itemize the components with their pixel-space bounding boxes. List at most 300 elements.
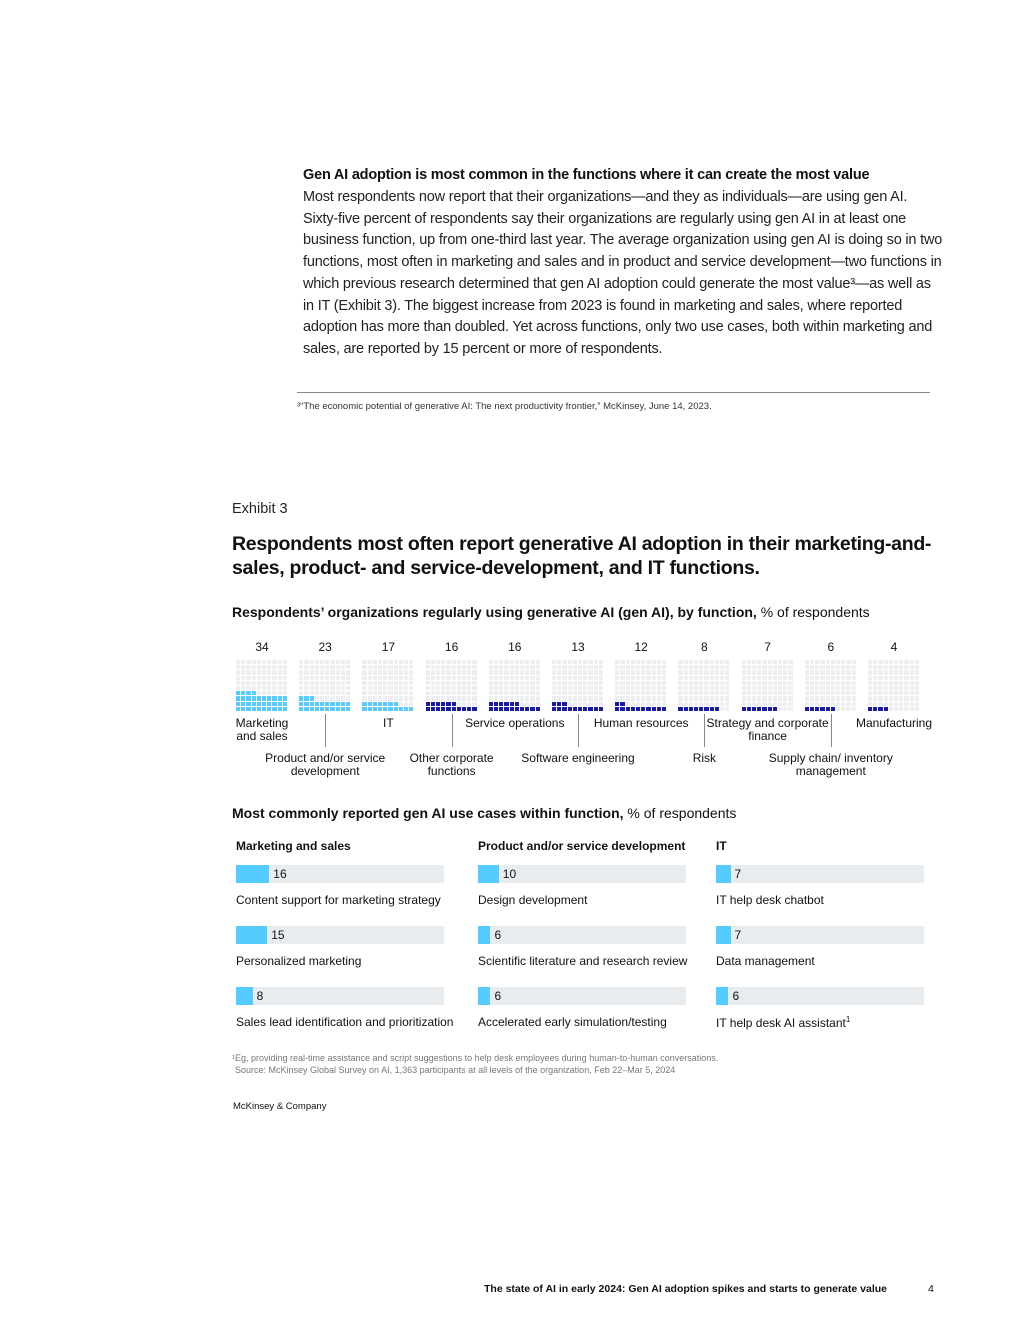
waffle-cell: [325, 702, 329, 706]
waffle-cell: [241, 681, 245, 685]
waffle-cell: [742, 702, 746, 706]
waffle-cell: [441, 707, 445, 711]
bar-value: 6: [494, 989, 502, 1003]
waffle-cell: [873, 676, 877, 680]
waffle-cell: [826, 707, 830, 711]
waffle-cell: [489, 670, 493, 674]
waffle-cell: [515, 702, 519, 706]
waffle-cell: [383, 707, 387, 711]
waffle-cell: [815, 686, 819, 690]
waffle-cell: [768, 681, 772, 685]
waffle-cell: [383, 702, 387, 706]
waffle-cell: [362, 665, 366, 669]
waffle-cell: [783, 670, 787, 674]
waffle-cell: [330, 665, 334, 669]
waffle-cell: [373, 670, 377, 674]
waffle-cell: [568, 660, 572, 664]
waffle-cell: [788, 665, 792, 669]
waffle-cell: [704, 686, 708, 690]
waffle-cell: [588, 660, 592, 664]
waffle-cell: [641, 670, 645, 674]
waffle-cell: [388, 702, 392, 706]
waffle-cell: [599, 686, 603, 690]
waffle-cell: [320, 691, 324, 695]
waffle-cell: [431, 691, 435, 695]
waffle-cell: [257, 681, 261, 685]
waffle-cell: [267, 665, 271, 669]
waffle-cell: [510, 665, 514, 669]
waffle-cell: [846, 686, 850, 690]
waffle-cell: [878, 707, 882, 711]
waffle-cell: [646, 702, 650, 706]
waffle-cell: [620, 686, 624, 690]
waffle-cell: [715, 660, 719, 664]
waffle-cell: [788, 707, 792, 711]
waffle-cell: [894, 691, 898, 695]
waffle-cell: [373, 660, 377, 664]
waffle-cell: [773, 686, 777, 690]
waffle-cell: [409, 676, 413, 680]
waffle-cell: [715, 686, 719, 690]
waffle-cell: [747, 660, 751, 664]
waffle-cell: [399, 676, 403, 680]
waffle-cell: [515, 707, 519, 711]
waffle-cell: [278, 660, 282, 664]
waffle-value: 23: [318, 640, 332, 654]
waffle-cell: [436, 686, 440, 690]
waffle-cell: [573, 660, 577, 664]
waffle-cell: [336, 681, 340, 685]
waffle-cell: [446, 696, 450, 700]
waffle-cell: [868, 670, 872, 674]
waffle-cell: [889, 702, 893, 706]
waffle-cell: [330, 670, 334, 674]
waffle-cell: [868, 665, 872, 669]
waffle-cell: [346, 660, 350, 664]
waffle-cell: [536, 702, 540, 706]
footnote-ref: 1: [845, 1015, 851, 1024]
waffle-cell: [694, 676, 698, 680]
waffle-cell: [620, 676, 624, 680]
waffle-cell: [657, 670, 661, 674]
waffle-cell: [894, 702, 898, 706]
waffle-cell: [315, 707, 319, 711]
waffle-cell: [873, 665, 877, 669]
waffle-cell: [641, 702, 645, 706]
waffle-cell: [310, 676, 314, 680]
waffle-cell: [868, 707, 872, 711]
bars-subtitle-unit: % of respondents: [623, 805, 737, 821]
waffle-cell: [562, 691, 566, 695]
waffle-cell: [257, 707, 261, 711]
waffle-cell: [626, 691, 630, 695]
waffle-cell: [752, 686, 756, 690]
waffle-cell: [467, 681, 471, 685]
waffle-cell: [884, 681, 888, 685]
bar-label: Scientific literature and research review: [478, 954, 688, 968]
waffle-cell: [773, 665, 777, 669]
waffle-cell: [525, 702, 529, 706]
waffle-cell: [388, 707, 392, 711]
waffle-cell: [272, 686, 276, 690]
waffle-cell: [530, 707, 534, 711]
waffle-cell: [462, 665, 466, 669]
waffle-cell: [631, 696, 635, 700]
waffle-cell: [742, 681, 746, 685]
waffle-cell: [404, 707, 408, 711]
waffle-cell: [752, 691, 756, 695]
waffle-cell: [778, 665, 782, 669]
waffle-cell: [436, 681, 440, 685]
waffle-cell: [836, 686, 840, 690]
waffle-cell: [815, 702, 819, 706]
waffle-cell: [588, 676, 592, 680]
waffle-cell: [578, 691, 582, 695]
waffle-cell: [631, 691, 635, 695]
waffle-cell: [457, 681, 461, 685]
waffle-cell: [557, 686, 561, 690]
waffle-cell: [431, 702, 435, 706]
waffle-cell: [699, 665, 703, 669]
waffle-cell: [552, 660, 556, 664]
waffle-cell: [267, 707, 271, 711]
waffle-cell: [884, 702, 888, 706]
waffle-cell: [620, 660, 624, 664]
waffle-cell: [694, 665, 698, 669]
waffle-cell: [472, 696, 476, 700]
waffle-cell: [826, 676, 830, 680]
waffle-cell: [578, 670, 582, 674]
waffle-cell: [426, 707, 430, 711]
waffle-cell: [515, 696, 519, 700]
waffle-cell: [599, 691, 603, 695]
waffle-cell: [409, 707, 413, 711]
waffle-cell: [325, 660, 329, 664]
waffle-cell: [588, 707, 592, 711]
waffle-cell: [578, 665, 582, 669]
waffle-cell: [262, 676, 266, 680]
waffle-cell: [831, 691, 835, 695]
waffle-cell: [841, 676, 845, 680]
waffle-cell: [346, 686, 350, 690]
waffle-cell: [878, 676, 882, 680]
waffle-cell: [394, 691, 398, 695]
waffle-cell: [752, 665, 756, 669]
waffle-cell: [330, 696, 334, 700]
waffle-cell: [720, 696, 724, 700]
waffle-cell: [426, 676, 430, 680]
waffle-cell: [520, 691, 524, 695]
waffle-cell: [710, 660, 714, 664]
waffle-cell: [910, 696, 914, 700]
waffle-label: Manufacturing: [855, 716, 933, 730]
waffle-cell: [678, 707, 682, 711]
waffle-cell: [525, 696, 529, 700]
waffle-cell: [904, 665, 908, 669]
bar-label: Design development: [478, 893, 588, 907]
waffle-cell: [336, 686, 340, 690]
waffle-cell: [646, 686, 650, 690]
waffle-cell: [462, 681, 466, 685]
waffle-cell: [788, 670, 792, 674]
waffle-cell: [715, 702, 719, 706]
waffle-cell: [252, 707, 256, 711]
waffle-cell: [583, 665, 587, 669]
waffle-cell: [899, 691, 903, 695]
waffle-cell: [904, 670, 908, 674]
waffle-cell: [831, 686, 835, 690]
waffle-cell: [320, 696, 324, 700]
waffle-cell: [788, 686, 792, 690]
waffle-cell: [725, 686, 729, 690]
waffle-cell: [399, 696, 403, 700]
bar-track: [478, 926, 686, 944]
waffle-cell: [557, 670, 561, 674]
waffle-cell: [631, 660, 635, 664]
body-paragraph: Most respondents now report that their organizations—and they as individuals—are using gen AI. Sixty-five percent of respondents say their organizations are regularly using gen AI in at least one business function, up from one-third last year. The average organization using gen AI is doing so in two functions, most often in marketing and sales and in product and service development—two functions in which previous research determined that gen AI adoption could generate the most value³—as well as in IT (Exhibit 3). The biggest increase from 2023 is found in marketing and sales, where reported adoption has more than doubled. Yet across functions, only two use cases, both within marketing and sales, are reported by 15 percent or more of respondents.: [303, 189, 943, 357]
waffle-cell: [467, 691, 471, 695]
waffle-cell: [388, 691, 392, 695]
waffle-cell: [762, 670, 766, 674]
waffle-cell: [704, 681, 708, 685]
waffle-cell: [336, 707, 340, 711]
waffle-cell: [557, 707, 561, 711]
waffle-cell: [725, 681, 729, 685]
waffle-cell: [641, 686, 645, 690]
waffle-cell: [362, 696, 366, 700]
waffle-cell: [472, 660, 476, 664]
waffle-cell: [588, 702, 592, 706]
waffle-cell: [436, 660, 440, 664]
waffle-cell: [662, 707, 666, 711]
waffle-cell: [341, 670, 345, 674]
waffle-cell: [525, 665, 529, 669]
page-number: 4: [928, 1283, 934, 1295]
waffle-cell: [562, 696, 566, 700]
waffle-cell: [646, 676, 650, 680]
waffle-cell: [583, 686, 587, 690]
waffle-cell: [742, 696, 746, 700]
waffle-cell: [510, 707, 514, 711]
waffle-cell: [636, 707, 640, 711]
waffle-cell: [841, 670, 845, 674]
waffle-cell: [846, 670, 850, 674]
waffle-cell: [684, 702, 688, 706]
waffle-cell: [304, 691, 308, 695]
waffle-cell: [446, 665, 450, 669]
waffle-cell: [409, 702, 413, 706]
waffle-cell: [388, 676, 392, 680]
waffle-cell: [805, 665, 809, 669]
waffle-cell: [320, 681, 324, 685]
waffle-cell: [562, 681, 566, 685]
waffle-cell: [520, 707, 524, 711]
waffle-cell: [494, 681, 498, 685]
waffle-cell: [346, 681, 350, 685]
waffle-cell: [399, 686, 403, 690]
waffle-cell: [820, 665, 824, 669]
waffle-cell: [841, 665, 845, 669]
waffle-cell: [915, 676, 919, 680]
waffle-cell: [747, 702, 751, 706]
waffle-cell: [773, 670, 777, 674]
waffle-cell: [899, 670, 903, 674]
waffle-cell: [552, 686, 556, 690]
waffle-cell: [299, 702, 303, 706]
waffle-cell: [868, 660, 872, 664]
waffle-cell: [783, 702, 787, 706]
waffle-cell: [846, 707, 850, 711]
waffle-cell: [594, 707, 598, 711]
waffle-cell: [626, 686, 630, 690]
waffle-subtitle-bold: Respondents’ organizations regularly using generative AI (gen AI), by function,: [232, 604, 757, 620]
waffle-cell: [599, 702, 603, 706]
waffle-cell: [578, 676, 582, 680]
waffle-cell: [568, 691, 572, 695]
waffle-cell: [404, 702, 408, 706]
waffle-cell: [788, 681, 792, 685]
waffle-cell: [594, 686, 598, 690]
waffle-cell: [636, 670, 640, 674]
bar-track: [478, 987, 686, 1005]
waffle-cell: [904, 686, 908, 690]
waffle-cell: [246, 691, 250, 695]
waffle-cell: [725, 702, 729, 706]
waffle-cell: [388, 665, 392, 669]
waffle-cell: [715, 665, 719, 669]
waffle-cell: [699, 670, 703, 674]
waffle-cell: [383, 681, 387, 685]
waffle-cell: [646, 681, 650, 685]
waffle-cell: [662, 686, 666, 690]
waffle-cell: [373, 681, 377, 685]
waffle-cell: [299, 660, 303, 664]
waffle-cell: [657, 676, 661, 680]
waffle-cell: [394, 702, 398, 706]
waffle-cell: [631, 676, 635, 680]
waffle-cell: [868, 686, 872, 690]
waffle-cell: [878, 670, 882, 674]
waffle-cell: [831, 676, 835, 680]
waffle-cell: [820, 696, 824, 700]
waffle-cell: [267, 686, 271, 690]
waffle-cell: [426, 670, 430, 674]
bar-fill: [236, 926, 267, 944]
waffle-cell: [868, 702, 872, 706]
waffle-cell: [246, 665, 250, 669]
waffle-cell: [426, 696, 430, 700]
waffle-cell: [362, 686, 366, 690]
waffle-cell: [489, 660, 493, 664]
waffle-cell: [652, 707, 656, 711]
waffle-cell: [552, 691, 556, 695]
waffle-cell: [915, 665, 919, 669]
waffle-cell: [530, 676, 534, 680]
waffle-cell: [262, 686, 266, 690]
waffle-cell: [504, 707, 508, 711]
waffle-cell: [472, 691, 476, 695]
waffle-cell: [878, 681, 882, 685]
waffle-cell: [641, 665, 645, 669]
waffle-cell: [278, 691, 282, 695]
waffle-cell: [641, 691, 645, 695]
waffle-cell: [915, 681, 919, 685]
waffle-cell: [757, 702, 761, 706]
waffle-cell: [394, 660, 398, 664]
waffle-cell: [820, 676, 824, 680]
waffle-cell: [894, 681, 898, 685]
waffle-cell: [704, 676, 708, 680]
waffle-cell: [747, 686, 751, 690]
waffle-cell: [904, 691, 908, 695]
waffle-cell: [246, 660, 250, 664]
waffle-cell: [330, 686, 334, 690]
waffle-cell: [831, 707, 835, 711]
waffle-cell: [520, 670, 524, 674]
waffle-cell: [236, 681, 240, 685]
waffle-cell: [562, 665, 566, 669]
waffle-cell: [330, 681, 334, 685]
waffle-cell: [525, 681, 529, 685]
waffle-cell: [409, 665, 413, 669]
waffle-cell: [515, 670, 519, 674]
bar-value: 6: [494, 928, 502, 942]
waffle-cell: [894, 670, 898, 674]
waffle-cell: [778, 707, 782, 711]
waffle-cell: [362, 702, 366, 706]
waffle-cell: [552, 696, 556, 700]
waffle-cell: [272, 696, 276, 700]
waffle-cell: [446, 691, 450, 695]
waffle-cell: [562, 660, 566, 664]
waffle-cell: [457, 702, 461, 706]
waffle-cell: [594, 665, 598, 669]
waffle-cell: [320, 670, 324, 674]
waffle-cell: [278, 670, 282, 674]
waffle-cell: [330, 691, 334, 695]
waffle-cell: [742, 676, 746, 680]
waffle-cell: [831, 702, 835, 706]
waffle-cell: [742, 707, 746, 711]
waffle-cell: [341, 665, 345, 669]
waffle-cell: [299, 665, 303, 669]
waffle-cell: [689, 707, 693, 711]
waffle-cell: [757, 686, 761, 690]
waffle-cell: [304, 707, 308, 711]
waffle-cell: [346, 691, 350, 695]
waffle-cell: [715, 696, 719, 700]
waffle-cell: [783, 691, 787, 695]
waffle-cell: [684, 707, 688, 711]
waffle-cell: [884, 691, 888, 695]
waffle-cell: [283, 681, 287, 685]
waffle-cell: [841, 681, 845, 685]
waffle-cell: [626, 665, 630, 669]
waffle-label: Software engineering: [521, 751, 635, 765]
waffle-cell: [836, 702, 840, 706]
waffle-cell: [236, 676, 240, 680]
waffle-cell: [494, 670, 498, 674]
waffle-cell: [515, 681, 519, 685]
footnote-3: ³“The economic potential of generative AI: The next productivity frontier,” McKinsey, June 14, 2023.: [297, 401, 712, 412]
waffle-cell: [520, 676, 524, 680]
waffle-cell: [446, 686, 450, 690]
waffle-cell: [520, 665, 524, 669]
waffle-cell: [462, 696, 466, 700]
waffle-cell: [641, 707, 645, 711]
waffle-cell: [388, 696, 392, 700]
bar-label: Personalized marketing: [236, 954, 362, 968]
